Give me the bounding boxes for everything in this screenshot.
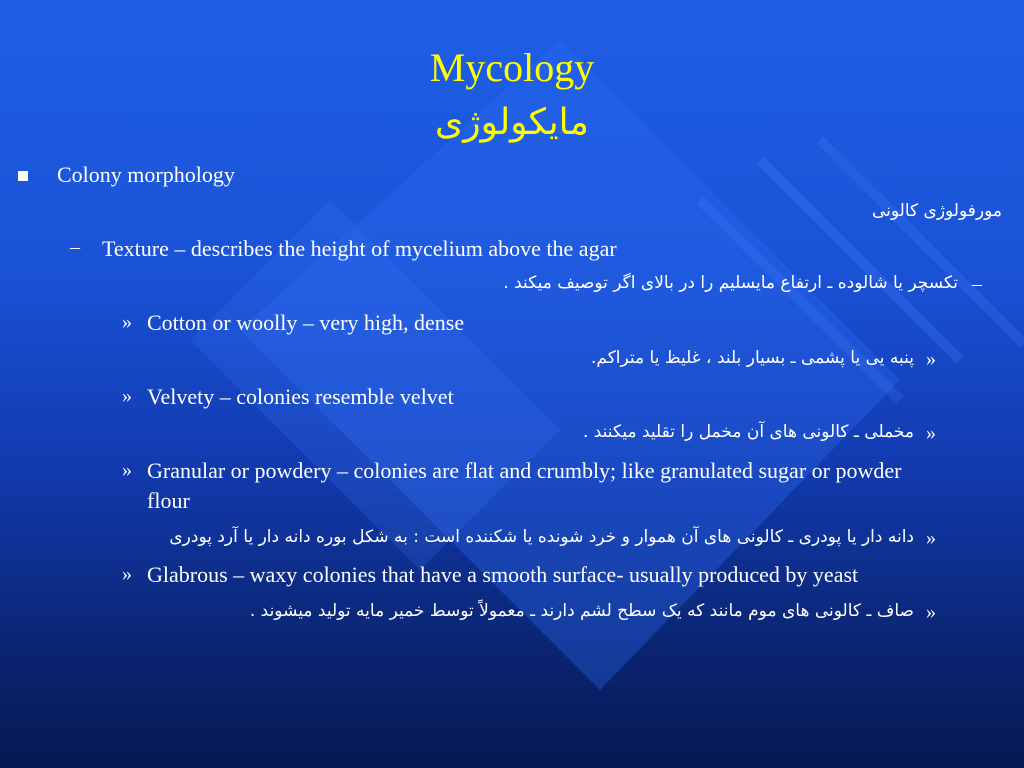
- texture-en: Texture – describes the height of mycelium above the agar: [102, 236, 617, 261]
- colony-morphology-fa: مورفولوژی کالونی: [871, 201, 1002, 221]
- slide-title-english: Mycology: [429, 45, 595, 90]
- chevron-bullet-icon-fa: »: [926, 422, 936, 444]
- chevron-bullet-icon-fa: »: [926, 527, 936, 549]
- granular-fa: دانه دار یا پودری ـ کالونی های آن هموار و خرد شونده یا شکننده است : به شکل بوره دانه دار یا آرد پودری: [169, 527, 914, 547]
- chevron-bullet-icon: »: [122, 385, 132, 407]
- glabrous-en: Glabrous – waxy colonies that have a smooth surface- usually produced by yeast: [147, 562, 859, 587]
- chevron-bullet-icon: »: [122, 311, 132, 333]
- glabrous-fa: صاف ـ کالونی های موم مانند که یک سطح لشم دارند ـ معمولاً توسط خمیر مایه تولید میشوند .: [249, 601, 914, 621]
- granular-en-line1: Granular or powdery – colonies are flat and crumbly; like granulated sugar or powder: [147, 458, 902, 483]
- cotton-en: Cotton or woolly – very high, dense: [147, 310, 465, 335]
- slide-title-persian: مایکولوژی: [435, 102, 589, 143]
- velvety-en: Velvety – colonies resemble velvet: [147, 384, 454, 409]
- dash-bullet-icon-fa: –: [972, 273, 982, 295]
- background-stripe: [820, 140, 1024, 344]
- colony-morphology-en: Colony morphology: [57, 162, 235, 187]
- chevron-bullet-icon-fa: »: [926, 601, 936, 623]
- cotton-fa: پنبه یی یا پشمی ـ بسیار بلند ، غلیظ یا متراکم.: [591, 348, 914, 368]
- square-bullet-icon: [18, 171, 28, 181]
- texture-fa: تکسچر یا شالوده ـ ارتفاع مایسلیم را در بالای اگر توصیف میکند .: [503, 273, 958, 293]
- chevron-bullet-icon: »: [122, 459, 132, 481]
- dash-bullet-icon: –: [70, 236, 80, 258]
- chevron-bullet-icon-fa: »: [926, 348, 936, 370]
- velvety-fa: مخملی ـ کالونی های آن مخمل را تقلید میکنند .: [582, 422, 914, 442]
- granular-en-line2: flour: [147, 488, 190, 513]
- chevron-bullet-icon: »: [122, 563, 132, 585]
